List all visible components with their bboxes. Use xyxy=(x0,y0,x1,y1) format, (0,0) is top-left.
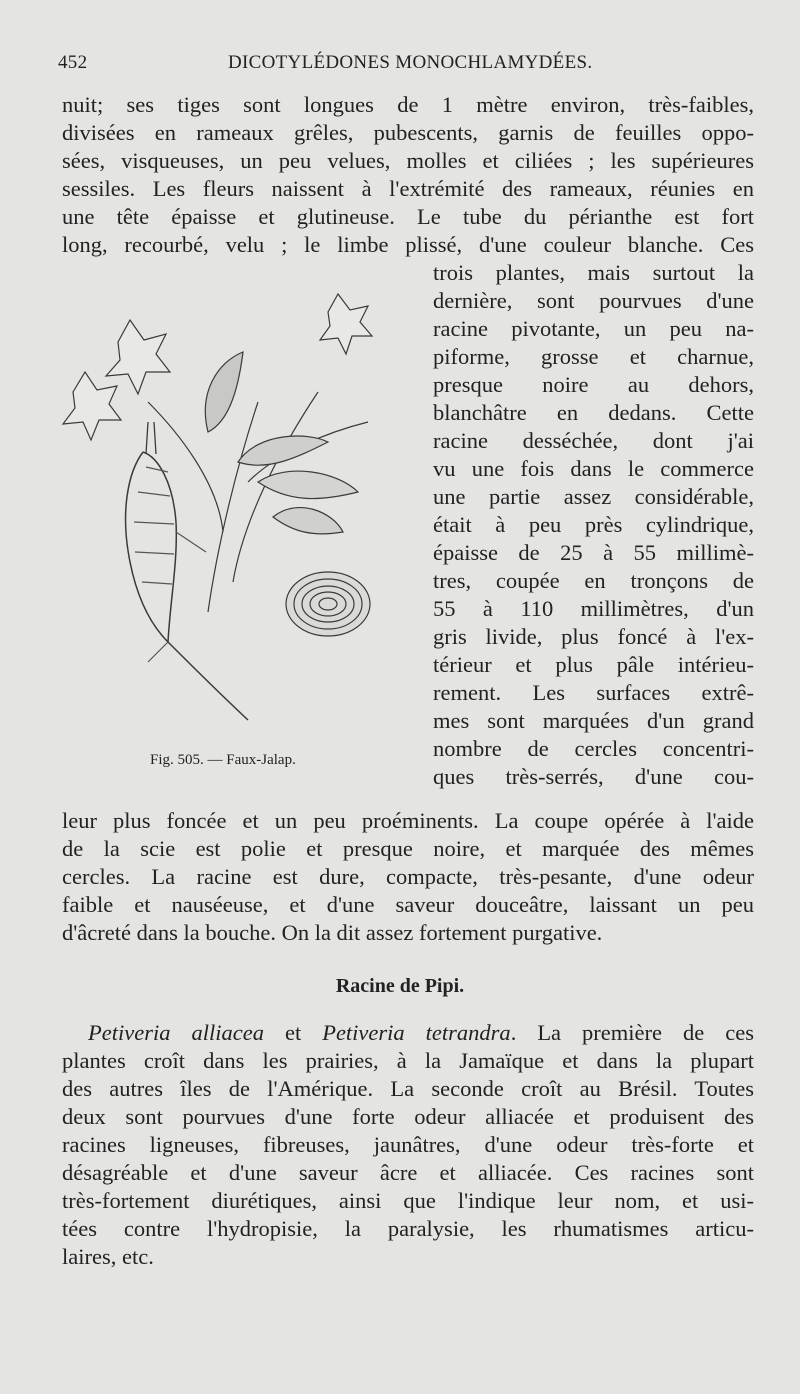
text-line: cercles. La racine est dure, compacte, très-pesante, d'une odeur xyxy=(62,864,754,889)
text-line: d'âcreté dans la bouche. On la dit assez fortement purgative. xyxy=(62,920,603,945)
running-title: DICOTYLÉDONES MONOCHLAMYDÉES. xyxy=(228,52,593,73)
page-header xyxy=(58,52,758,82)
text-line: rement. Les surfaces extrê- xyxy=(433,680,754,705)
text-line: racine pivotante, un peu na- xyxy=(433,316,754,341)
text-line: deux sont pourvues d'une forte odeur alliacée et produisent des xyxy=(62,1104,754,1129)
text-line: 55 à 110 millimètres, d'un xyxy=(433,596,754,621)
text-line: mes sont marquées d'un grand xyxy=(433,708,754,733)
text-line: racine desséchée, dont j'ai xyxy=(433,428,754,453)
text-line: sées, visqueuses, un peu velues, molles et ciliées ; les supérieures xyxy=(62,148,754,173)
text-line: long, recourbé, velu ; le limbe plissé, d'une couleur blanche. Ces xyxy=(62,232,754,257)
root-cross-section-illustration xyxy=(286,572,370,636)
text-line: dernière, sont pourvues d'une xyxy=(433,288,754,313)
plant-illustration xyxy=(58,282,430,752)
text-line: nombre de cercles concentri- xyxy=(433,736,754,761)
text-line: des autres îles de l'Amérique. La seconde croît au Brésil. Toutes xyxy=(62,1076,754,1101)
figure-faux-jalap xyxy=(58,282,430,752)
text-line: vu une fois dans le commerce xyxy=(433,456,754,481)
text-line: une tête épaisse et glutineuse. Le tube du périanthe est fort xyxy=(62,204,754,229)
text-fragment: . La première de ces xyxy=(510,1020,754,1045)
text-line: nuit; ses tiges sont longues de 1 mètre environ, très-faibles, xyxy=(62,92,754,117)
species-name: Petiveria tetrandra xyxy=(322,1020,511,1045)
text-line xyxy=(88,1020,754,1046)
section-heading: Racine de Pipi. xyxy=(335,975,465,997)
text-line: racines ligneuses, fibreuses, jaunâtres, d'une odeur très-forte et xyxy=(62,1132,754,1157)
text-line: térieur et plus pâle intérieu- xyxy=(433,652,754,677)
text-line: ques très-serrés, d'une cou- xyxy=(433,764,754,789)
text-line: tées contre l'hydropisie, la paralysie, les rhumatismes articu- xyxy=(62,1216,754,1241)
text-line: sessiles. Les fleurs naissent à l'extrémité des rameaux, réunies en xyxy=(62,176,754,201)
text-line: très-fortement diurétiques, ainsi que l'indique leur nom, et usi- xyxy=(62,1188,754,1213)
text-line: était à peu près cylindrique, xyxy=(433,512,754,537)
text-line: divisées en rameaux grêles, pubescents, garnis de feuilles oppo- xyxy=(62,120,754,145)
figure-caption: Fig. 505. — Faux-Jalap. xyxy=(150,752,296,768)
connector-text: et xyxy=(263,1020,323,1045)
text-line: gris livide, plus foncé à l'ex- xyxy=(433,624,754,649)
text-line: presque noire au dehors, xyxy=(433,372,754,397)
text-line: faible et nauséeuse, et d'une saveur douceâtre, laissant un peu xyxy=(62,892,754,917)
text-line: blanchâtre en dedans. Cette xyxy=(433,400,754,425)
text-line: désagréable et d'une saveur âcre et alliacée. Ces racines sont xyxy=(62,1160,754,1185)
text-line: leur plus foncée et un peu proéminents. La coupe opérée à l'aide xyxy=(62,808,754,833)
species-name: Petiveria alliacea xyxy=(88,1020,264,1045)
text-line: piforme, grosse et charnue, xyxy=(433,344,754,369)
text-line: trois plantes, mais surtout la xyxy=(433,260,754,285)
text-line: tres, coupée en tronçons de xyxy=(433,568,754,593)
text-line: de la scie est polie et presque noire, et marquée des mêmes xyxy=(62,836,754,861)
text-line: laires, etc. xyxy=(62,1244,154,1269)
page-number: 452 xyxy=(58,52,88,73)
leaf-illustration xyxy=(238,436,328,465)
text-line: une partie assez considérable, xyxy=(433,484,754,509)
text-line: épaisse de 25 à 55 millimè- xyxy=(433,540,754,565)
text-line: plantes croît dans les prairies, à la Jamaïque et dans la plupart xyxy=(62,1048,754,1073)
